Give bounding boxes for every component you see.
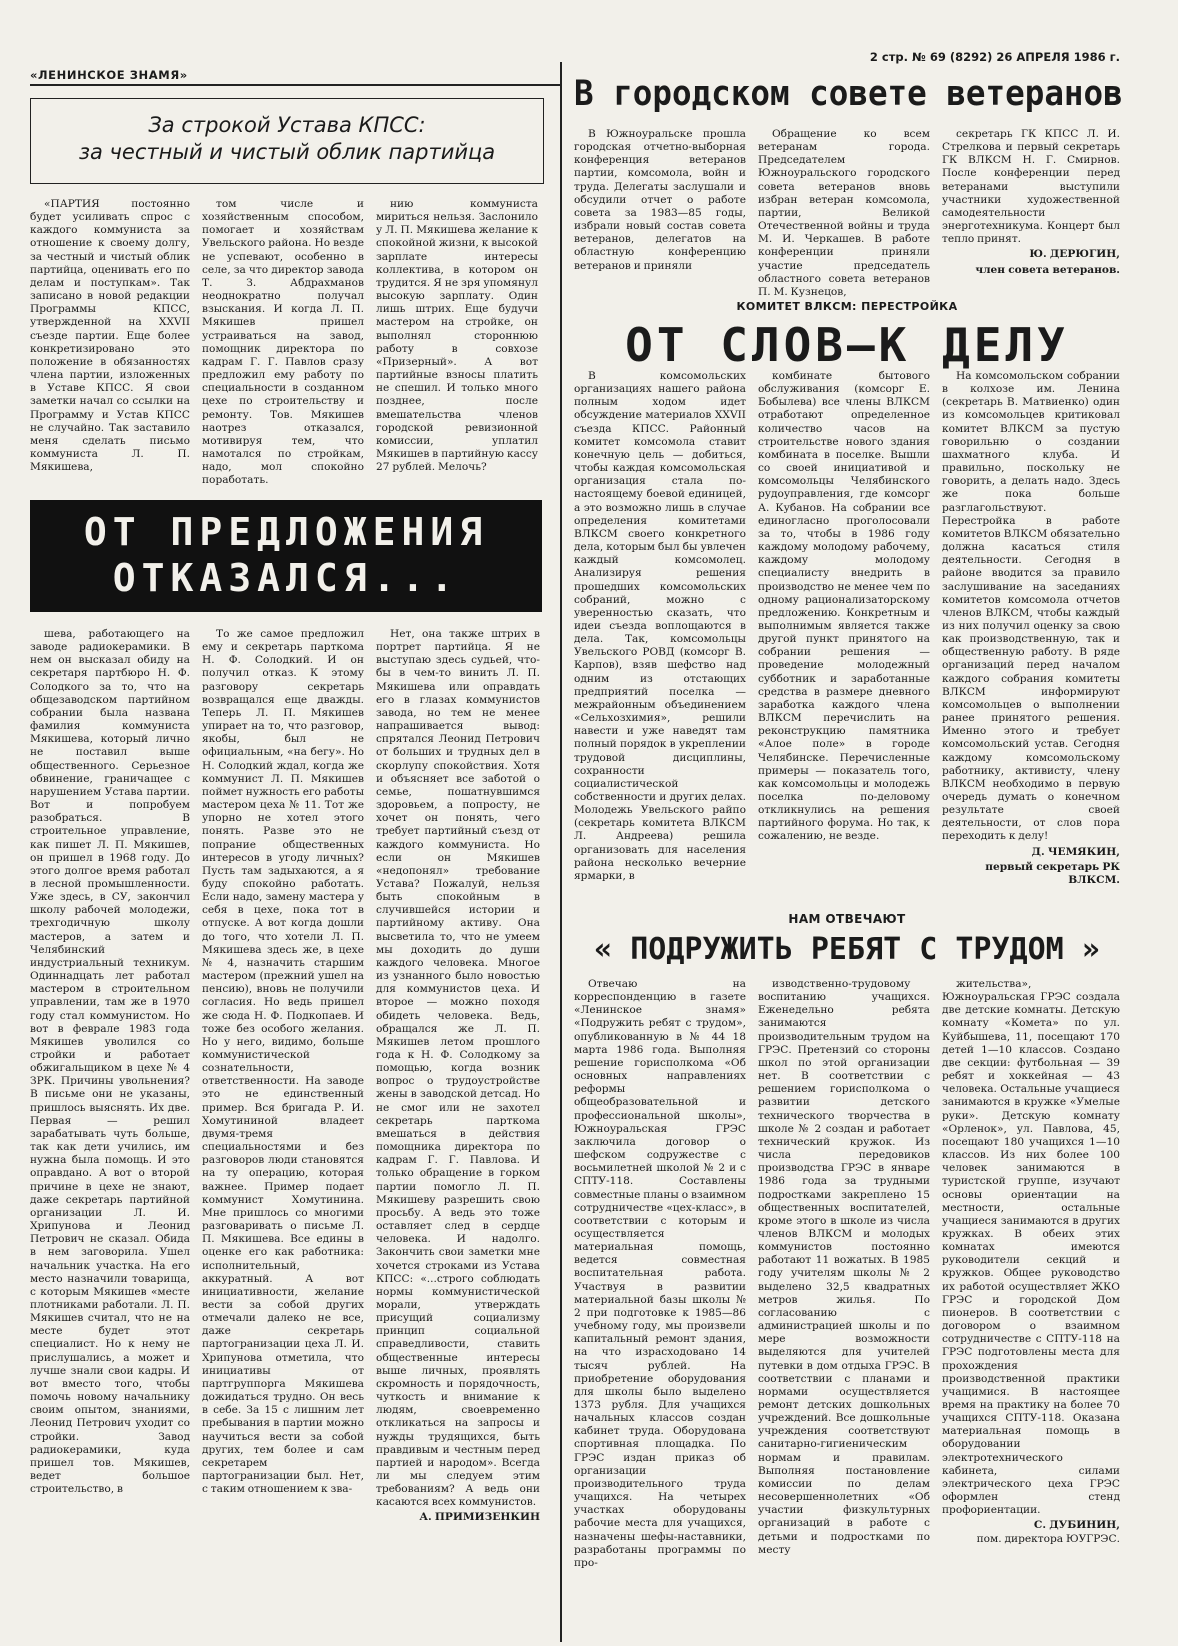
article4-col1: В комсомольских организациях нашего района полным ходом идет обсуждение материалов XXVII съезда КПСС. Районный комитет комсомола ставит конечную цель — добиться, чтобы каждая комсомольская организация стала по-настоящему боевой единицей, а это возможно лишь в случае определения комитетами ВЛКСМ своего конкретного дела, которым был бы увлечен каждый комсомолец. Анализируя решения прошедших комсомольских собраний, можно с уверенностью сказать, что идеи съезда воплощаются в дела. Так, комсомольцы Увельского РОВД (комсорг В. Карпов), взяв шефство над одним из отстающих предприятий поселка — межрайонным объединением «Сельхозхимия», решили навести и уже наведят там полный порядок в укреплении трудовой дисциплины, сохранности социалистической собственности и других делах. Молодежь Увельского райпо (секретарь комитета ВЛКСМ Л. Андреева) решила организовать для населения района несколько вечерние ярмарки, в	[574, 370, 746, 882]
article2-title-box	[30, 500, 542, 612]
article3-signature-role: член совета ветеранов.	[975, 263, 1120, 276]
article3-col2: Обращение ко всем ветеранам города. Председателем Южноуральского городского совета ветеранов вновь избран ветеран комсомола, партии, Великой Отечественной войны и труда М. И. Черкашев. В работе конференции приняли участие председатель областного совета ветеранов П. М. Кузнецов,	[758, 128, 930, 298]
header-rule	[30, 84, 560, 86]
article4-title: ОТ СЛОВ—К ДЕЛУ	[625, 318, 1069, 372]
page-divider	[560, 62, 562, 1642]
article3-col3: секретарь ГК КПСС Л. И. Стрелкова и первый секретарь ГК ВЛКСМ Н. Г. Смирнов. После конференции перед ветеранами выступили участники художественной самодеятельности энерготехникума. Концерт был тепло принят. Ю. ДЕРЮГИН, член совета ветеранов.	[942, 128, 1120, 276]
article2-col1: шева, работающего на заводе радиокерамики. В нем он высказал обиду на секретаря партбюро Н. Ф. Солодкого за то, что на общезаводском партийном собрании была названа фамилия коммуниста Мякишева, который лично не поставил выше общественного. Серьезное обвинение, граничащее с нарушением Устава партии. Вот и попробуем разобраться. В строительное управление, как пишет Л. П. Мякишев, он пришел в 1968 году. До этого долгое время работал в лесной промышленности. Уже здесь, в СУ, закончил школу рабочей молодежи, трехгодичную школу мастеров, а затем и Челябинский индустриальный техникум. Одиннадцать лет работал мастером в строительном управлении, там же в 1970 году стал коммунистом. Но вот в феврале 1983 года Мякишев уволился со стройки и работает обжигальщиком в цехе № 4 ЗРК. Причины увольнения? В письме они не указаны, пришлось выяснять. Их две. Первая — решил зарабатывать чуть больше, так как дети учились, им нужна была помощь. И это оправдано. А вот о второй причине в цехе не знают, даже секретарь партийной организации Л. И. Хрипунова и Леонид Петрович не сказал. Обида в нем заговорила. Ушел начальник участка. На его место назначили товарища, с которым Мякишев «месте плотниками работали. Л. П. Мякишев считал, что не на месте будет этот специалист. Но к нему не прислушались, а может и лучше знали свои кадры. И вот вместо того, чтобы помочь новому начальнику своим опытом, знаниями, Леонид Петрович уходит со стройки. Завод радиокерамики, куда пришел тов. Мякишев, ведет большое строительство, в	[30, 628, 190, 1496]
article1-col1: «ПАРТИЯ постоянно будет усиливать спрос с каждого коммуниста за отношение к своему долгу, за честный и чистый облик партийца, оценивать его по делам и поступкам». Так записано в новой редакции Программы КПСС, утвержденной на XXVII съезде партии. Еще более конкретизировано это положение в обязанностях члена партии, изложенных в Уставе КПСС. Я свои заметки начал со ссылки на Программу и Устав КПСС не случайно. Так заставило меня сделать письмо коммуниста Л. П. Мякишева,	[30, 198, 190, 474]
article5-signature-role: пом. директора ЮУГРЭС.	[976, 1532, 1120, 1545]
article5-col1: Отвечаю на корреспонденцию в газете «Ленинское знамя» «Подружить ребят с трудом», опубликованную в № 44 18 марта 1986 года. Выполняя решение горисполкома «Об основных направлениях реформы общеобразовательной и профессиональной школы», Южноуральская ГРЭС заключила договор о шефском содружестве с восьмилетней школой № 2 и с СПТУ-118. Составлены совместные планы о взаимном сотрудничестве «цех-класс», в соответствии с которым и осуществляется материальная помощь, ведется совместная воспитательная работа. Участвуя в развитии материальной базы школы № 2 при подготовке к 1985—86 учебному году, мы произвели капитальный ремонт здания, на что израсходовано 14 тысяч рублей. На приобретение оборудования для школы было выделено 1373 рубля. Для учащихся начальных классов создан кабинет труда. Оборудована спортивная площадка. По ГРЭС издан приказ об организации производительного труда учащихся. На четырех участках оборудованы рабочие места для учащихся, назначены шефы-наставники, разработаны программы по про-	[574, 978, 746, 1569]
article4-kicker: КОМИТЕТ ВЛКСМ: ПЕРЕСТРОЙКА	[736, 300, 958, 313]
article4-col2: комбинате бытового обслуживания (комсорг Е. Бобылева) все члены ВЛКСМ отработают определенное количество часов на строительстве нового здания комбината в поселке. Вышли со своей инициативой и комсомольцы Челябинского рудоуправления, где комсорг А. Кубанов. На собрании все единогласно проголосовали за то, чтобы в 1986 году каждому молодому рабочему, каждому молодому специалисту внедрить в производство не менее чем по одному рационализаторскому предложению. Конкретным и выполнимым является также другой пункт принятого на собрании решения — проведение молодежный субботник и заработанные средства в размере дневного заработка каждого члена ВЛКСМ перечислить на реконструкцию памятника «Алое поле» в городе Челябинске. Перечисленные примеры — показатель того, как комсомольцы и молодежь поселка по-деловому откликнулись на решения партийного форума. Но так, к сожалению, не везде.	[758, 370, 930, 843]
article2-title-line1: ОТ ПРЕДЛОЖЕНИЯ	[83, 510, 489, 554]
article4-signature: Д. ЧЕМЯКИН,	[1031, 845, 1120, 858]
article3-col1: В Южноуральске прошла городская отчетно-выборная конференция ветеранов партии, комсомола, войн и труда. Делегаты заслушали и обсудили отчет о работе совета за 1983—85 годы, избрали новый состав совета ветеранов, делегатов на областную конференцию ветеранов и приняли	[574, 128, 746, 272]
article5-col2: изводственно-трудовому воспитанию учащихся. Еженедельно ребята занимаются производительным трудом на ГРЭС. Претензий со стороны школ по этой организации нет. В соответствии с решением горисполкома о развитии детского технического творчества в школе № 2 создан и работает технический кружок. Из числа передовиков производства ГРЭС в январе 1986 года за трудными подростками закреплено 15 общественных воспитателей, кроме этого в школе из числа членов ВЛКСМ и молодых коммунистов постоянно работают 11 вожатых. В 1985 году учителям школы № 2 выделено 32,5 квадратных метров жилья. По согласованию с администрацией школы и по мере возможности выделяются для учителей путевки в дом отдыха ГРЭС. В соответствии с планами и нормами осуществляется ремонт детских дошкольных учреждений. Все дошкольные учреждения соответствуют санитарно-гигиеническим нормам и правилам. Выполняя постановление комиссии по делам несовершеннолетних «Об участии физкультурных организаций в работе с детьми и подростками по месту	[758, 978, 930, 1556]
article3-title: В городском совете ветеранов	[574, 74, 1123, 114]
article1-title-box	[30, 98, 544, 184]
article5-title: « ПОДРУЖИТЬ РЕБЯТ С ТРУДОМ »	[594, 932, 1100, 967]
article2-col2: То же самое предложил ему и секретарь парткома Н. Ф. Солодкий. И он получил отказ. К этому разговору секретарь возвращался еще дважды. Теперь Л. П. Мякишев упирает на то, что разговор, якобы, был не официальным, «на бегу». Но Н. Солодкий ждал, когда же коммунист Л. П. Мякишев поймет нужность его работы мастером цеха № 11. Тот же упорно не хотел этого понять. Разве это не попрание общественных интересов в угоду личных? Пусть там задыхаются, а я буду спокойно работать. Если надо, замену мастера у себя в цехе, пока тот в отпуске. А вот когда дошли до того, что хотели Л. П. Мякишева здесь же, в цехе № 4, назначить старшим мастером (прежний ушел на пенсию), вновь не получили согласия. Но ведь пришел же сюда Н. Ф. Подкопаев. И тоже без особого желания. Но у него, видимо, больше коммунистической сознательности, ответственности. На заводе это не единственный пример. Вся бригада Р. И. Хомутининой владеет двумя-тремя специальностями и без разговоров люди становятся на ту операцию, которая важнее. Пример подает коммунист Хомутинина. Мне пришлось со многими разговаривать о письме Л. П. Мякишева. Все едины в оценке его как работника: исполнительный, аккуратный. А вот инициативности, желание вести за собой других отмечали далеко не все, даже секретарь партогранизации цеха Л. И. Хрипунова отметила, что инициативы от партгруппорга Мякишева дожидаться трудно. Он весь в себе. За 15 с лишним лет пребывания в партии можно научиться вести за собой других, тем более и сам секретарем партогранизации был. Нет, с таким отношением к зва-	[202, 628, 364, 1496]
article5-signature: С. ДУБИНИН,	[1033, 1519, 1120, 1532]
masthead: «ЛЕНИНСКОЕ ЗНАМЯ»	[30, 68, 188, 82]
article5-kicker: НАМ ОТВЕЧАЮТ	[788, 912, 906, 926]
dateline: 2 стр. № 69 (8292) 26 АПРЕЛЯ 1986 г.	[869, 50, 1120, 64]
article1-col3: нию коммуниста мириться нельзя. Заслонило у Л. П. Мякишева желание к спокойной жизни, к высокой зарплате интересы коллектива, в котором он трудится. Я не зря упомянул высокую зарплату. Один лишь штрих. Еще будучи мастером на стройке, он выполнял стороннюю работу в совхозе «Призерный». А вот партийные взносы платить не спешил. И только много позднее, после вмешательства членов городской ревизионной комиссии, уплатил Мякишев в партийную кассу 27 рублей. Мелочь?	[376, 198, 538, 474]
article3-signature: Ю. ДЕРЮГИН,	[1029, 248, 1120, 261]
article1-title-line1: За строкой Устава КПСС:	[148, 113, 426, 137]
article2-signature: А. ПРИМИЗЕНКИН	[419, 1511, 540, 1524]
article5-col3: жительства», Южноуральская ГРЭС создала две детские комнаты. Детскую комнату «Комета» по ул. Куйбышева, 11, посещают 170 детей 1—10 классов. Создано две секции: футбольная — 39 ребят и хоккейная — 43 человека. Остальные учащиеся занимаются в кружке «Умелые руки». Детскую комнату «Орленок», ул. Павлова, 45, посещают 180 учащихся 1—10 классов. Из них более 100 человек занимаются в туристской группе, изучают основы ориентации на местности, остальные учащиеся занимаются в других кружках. В обеих этих комнатах имеются руководители секций и кружков. Общее руководство их работой осуществляет ЖКО ГРЭС и городской Дом пионеров. В соответствии с договором о взаимном сотрудничестве с СПТУ-118 на ГРЭС подготовлены места для прохождения производственной практики учащимися. В настоящее время на практику на более 70 учащихся СПТУ-118. Оказана материальная помощь в оборудовании электротехнического кабинета, силами электрического цеха ГРЭС оформлен стенд профориентации. С. ДУБИНИН, пом. директора ЮУГРЭС.	[942, 978, 1120, 1545]
article4-signature-role: первый секретарь РК ВЛКСМ.	[985, 860, 1120, 886]
article4-col3: На комсомольском собрании в колхозе им. Ленина (секретарь В. Матвиенко) один из комсомольцев критиковал комитет ВЛКСМ за пустую говорильню о создании шахматного клуба. И правильно, поскольку не говорить, а делать надо. Здесь же пока больше разглагольствуют. Перестройка в работе комитетов ВЛКСМ обязательно должна касаться стиля деятельности. Сегодня в районе вводится за правило заслушивание на заседаниях комитетов комсомола отчетов членов ВЛКСМ, чтобы каждый из них получил оценку за свою как производственную, так и общественную работу. В ряде организаций перед началом каждого собрания комитеты ВЛКСМ информируют комсомольцев о выполнении ранее принятого решения. Именно этого и требует комсомольский устав. Сегодня каждому комсомольскому работнику, активисту, члену ВЛКСМ необходимо в первую очередь думать о конечном результате своей деятельности, от слов пора переходить к делу! Д. ЧЕМЯКИН, первый секретарь РК ВЛКСМ.	[942, 370, 1120, 886]
article1-title-line2: за честный и чистый облик партийца	[78, 140, 496, 164]
article2-col3: Нет, она также штрих в портрет партийца. Я не выступаю здесь судьей, что-бы в чем-то винить Л. П. Мякишева или оправдать его в глазах коммунистов завода, но тем не менее напрашивается вывод: спрятался Леонид Петрович от больших и трудных дел в скорлупу спокойствия. Хотя и объясняет все заботой о семье, пошатнувшимся здоровьем, а попросту, не хочет он понять, чего требует партийный съезд от каждого коммуниста. Но если он Мякишев «недопонял» требование Устава? Пожалуй, нельзя быть спокойным в случившейся истории и партийному активу. Она высветила то, что не умеем мы доходить до души каждого человека. Многое из узнанного было новостью для коммунистов цеха. И второе — можно походя обидеть человека. Ведь, обращался же Л. П. Мякишев летом прошлого года к Н. Ф. Солодкому за помощью, когда возник вопрос о трудоустройстве жены в заводской детсад. Но не смог или не захотел секретарь парткома вмешаться в действия помощника директора по кадрам Г. Г. Павлова. И только обращение в горком партии помогло Л. П. Мякишеву разрешить свою просьбу. А ведь это тоже оставляет след в сердце человека. И надолго. Закончить свои заметки мне хочется строками из Устава КПСС: «...строго соблюдать нормы коммунистической морали, утверждать присущий социализму принцип социальной справедливости, ставить общественные интересы выше личных, проявлять скромность и порядочность, чуткость и внимание к людям, своевременно откликаться на запросы и нужды трудящихся, быть правдивым и честным перед партией и народом». Всегда ли мы следуем этим требованиям? А ведь они касаются всех коммунистов. А. ПРИМИЗЕНКИН	[376, 628, 540, 1524]
article1-col2: том числе и хозяйственным способом, помогает и хозяйствам Увельского района. Но везде не успевают, особенно в селе, за что директор завода Т. З. Абдрахманов неоднократно получал взыскания. И когда Л. П. Мякишев пришел устраиваться на завод, помощник директора по кадрам Г. Г. Павлов сразу предложил ему работу по специальности в созданном цехе по строительству и ремонту. Тов. Мякишев наотрез отказался, мотивируя тем, что намотался по стройкам, надо, мол спокойно поработать.	[202, 198, 364, 487]
article2-title-line2: ОТКАЗАЛСЯ...	[112, 556, 460, 600]
